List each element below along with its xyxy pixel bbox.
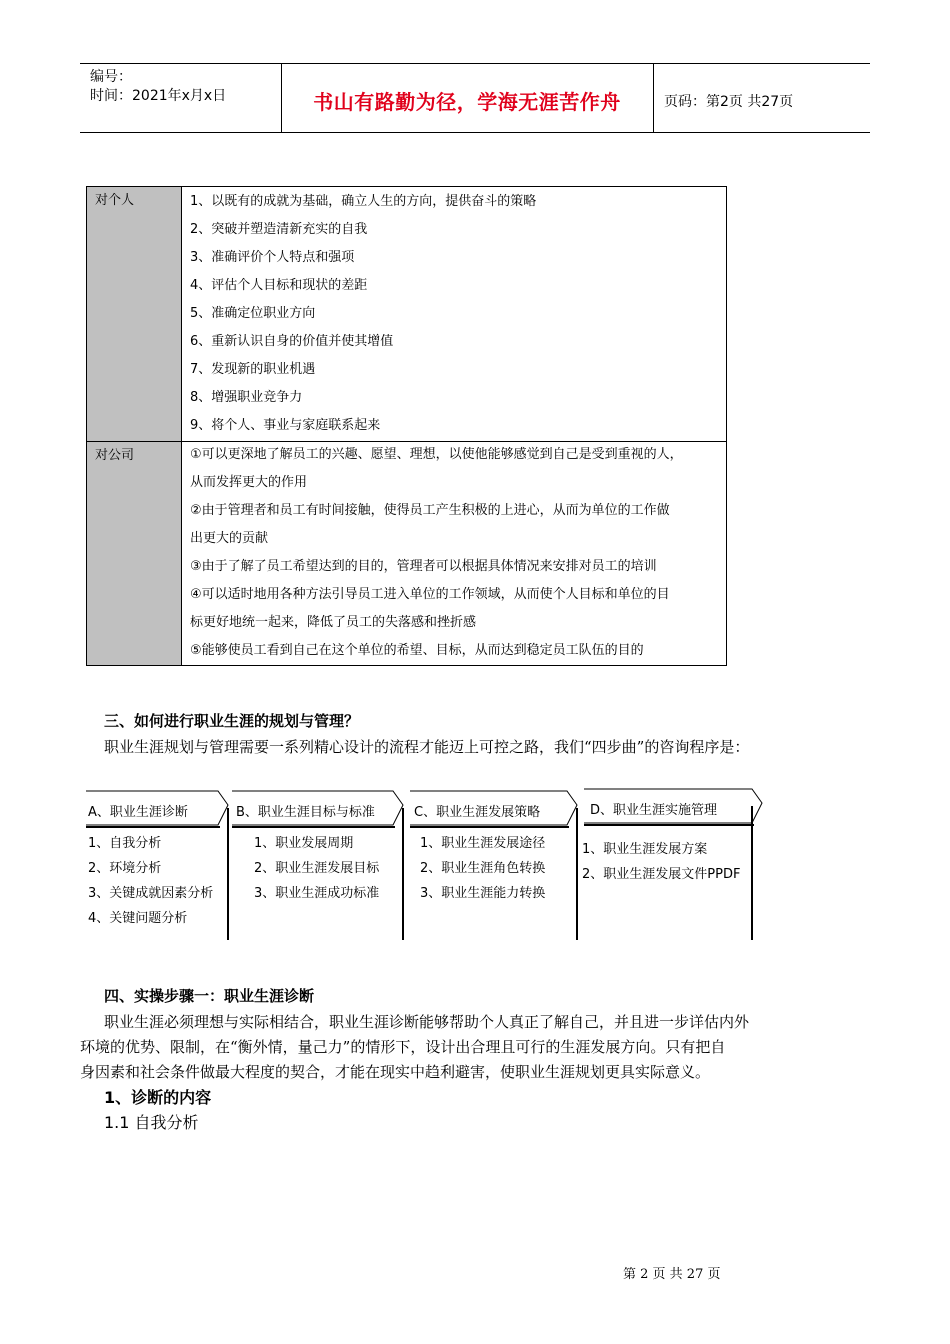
section3-intro: 职业生涯规划与管理需要一系列精心设计的流程才能迈上可控之路，我们“四步曲”的咨询程序是： <box>104 738 750 756</box>
step-d-item: 2、职业生涯发展文件PPDF <box>582 867 741 882</box>
personal-item: 6、重新认识自身的价值并使其增值 <box>190 334 394 349</box>
section4-para-line: 职业生涯必须理想与实际相结合，职业生涯诊断能够帮助个人真正了解自己，并且进一步详估内外 <box>104 1013 750 1031</box>
header-page-info: 页码：第2页 共27页 <box>664 94 794 110</box>
number-label: 编号： <box>90 69 132 85</box>
company-line: ⑤能够使员工看到自己在这个单位的希望、目标，从而达到稳定员工队伍的目的 <box>190 643 644 658</box>
personal-item: 1、以既有的成就为基础，确立人生的方向，提供奋斗的策略 <box>190 194 537 209</box>
personal-item: 4、评估个人目标和现状的差距 <box>190 278 368 293</box>
step-d-title: D、职业生涯实施管理 <box>590 803 718 818</box>
subheading-1-1: 1.1 自我分析 <box>104 1113 199 1132</box>
time-label: 时间：2021年x月x日 <box>90 88 227 104</box>
subheading-1: 1、诊断的内容 <box>104 1088 212 1107</box>
step-b-item: 3、职业生涯成功标准 <box>254 886 380 901</box>
step-a-item: 2、环境分析 <box>88 861 162 876</box>
step-d-item: 1、职业生涯发展方案 <box>582 842 708 857</box>
step-c-item: 2、职业生涯角色转换 <box>420 861 546 876</box>
personal-item: 9、将个人、事业与家庭联系起来 <box>190 418 381 433</box>
personal-item: 5、准确定位职业方向 <box>190 306 316 321</box>
step-b-title: B、职业生涯目标与标准 <box>236 805 375 820</box>
page-footer: 第 2 页 共 27 页 <box>623 1267 721 1282</box>
section4-heading: 四、实操步骤一：职业生涯诊断 <box>104 987 315 1005</box>
company-line: ③由于了解了员工希望达到的目的，管理者可以根据具体情况来安排对员工的培训 <box>190 559 657 574</box>
company-line: ①可以更深地了解员工的兴趣、愿望、理想，以使他能够感觉到自己是受到重视的人， <box>190 447 683 462</box>
personal-item: 3、准确评价个人特点和强项 <box>190 250 355 265</box>
step-a-item: 4、关键问题分析 <box>88 911 188 926</box>
company-line: 标更好地统一起来，降低了员工的失落感和挫折感 <box>190 615 477 630</box>
step-c-item: 1、职业生涯发展途径 <box>420 836 546 851</box>
personal-item: 7、发现新的职业机遇 <box>190 362 316 377</box>
step-c-item: 3、职业生涯能力转换 <box>420 886 546 901</box>
section3-heading: 三、如何进行职业生涯的规划与管理？ <box>104 712 360 730</box>
step-c-title: C、职业生涯发展策略 <box>414 805 541 820</box>
step-a-item: 3、关键成就因素分析 <box>88 886 214 901</box>
company-line: 出更大的贡献 <box>190 531 269 546</box>
header-motto: 书山有路勤为径，学海无涯苦作舟 <box>313 90 621 114</box>
step-b-item: 2、职业生涯发展目标 <box>254 861 380 876</box>
step-a-title: A、职业生涯诊断 <box>88 805 188 820</box>
company-line: ②由于管理者和员工有时间接触，使得员工产生积极的上进心，从而为单位的工作做 <box>190 503 670 518</box>
step-a-item: 1、自我分析 <box>88 836 162 851</box>
section4-para-line: 身因素和社会条件做最大程度的契合，才能在现实中趋利避害，使职业生涯规划更具实际意义。 <box>80 1063 711 1081</box>
personal-item: 8、增强职业竞争力 <box>190 390 303 405</box>
step-b-item: 1、职业发展周期 <box>254 836 354 851</box>
company-line: ④可以适时地用各种方法引导员工进入单位的工作领域，从而使个人目标和单位的目 <box>190 587 670 602</box>
personal-label: 对个人 <box>95 193 135 208</box>
section4-para-line: 环境的优势、限制，在“衡外情，量己力”的情形下，设计出合理且可行的生涯发展方向。只有把自 <box>80 1038 726 1056</box>
personal-item: 2、突破并塑造清新充实的自我 <box>190 222 368 237</box>
company-line: 从而发挥更大的作用 <box>190 475 308 490</box>
company-label: 对公司 <box>95 448 135 463</box>
